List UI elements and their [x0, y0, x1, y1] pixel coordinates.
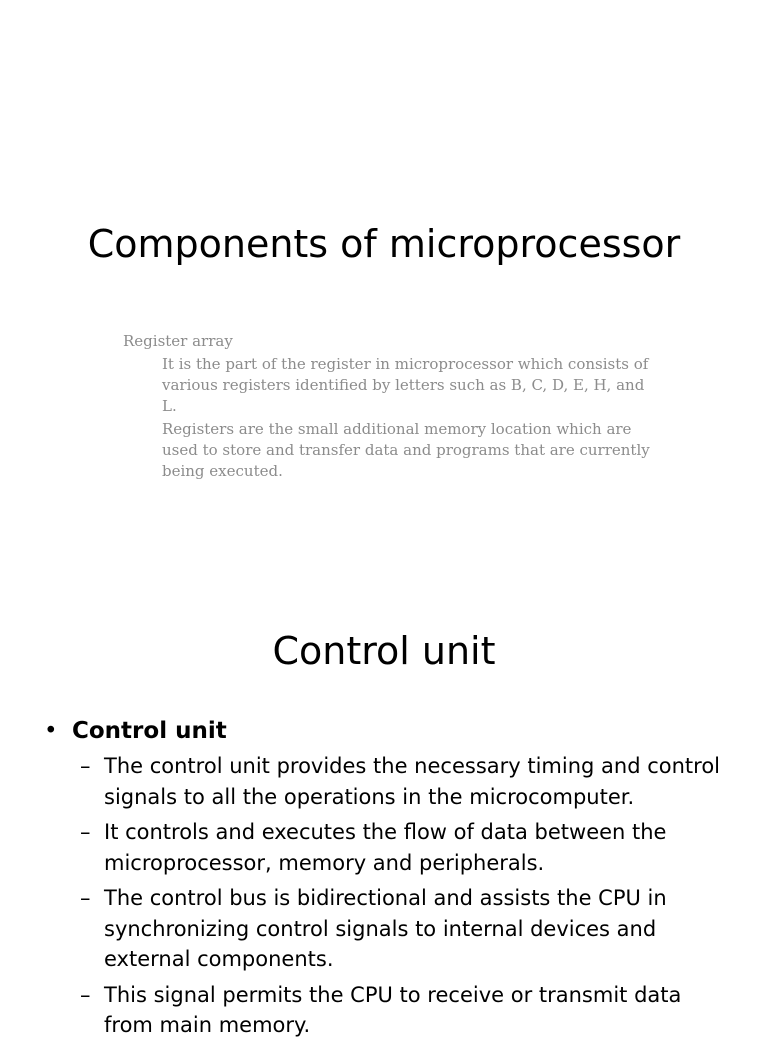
slide-body [123, 331, 683, 484]
slide-title: Components of microprocessor [87, 222, 681, 266]
list-item: It is the part of the register in microprocessor which consists of various registers identified by letters such as B, C, D, E, H, and L. [162, 355, 649, 415]
list-item-text: The control bus is bidirectional and assists the CPU in synchronizing control signals to internal devices and external components. [104, 886, 667, 971]
dash-marker: – [80, 982, 91, 1007]
bullet-item [44, 715, 744, 747]
list-item [80, 980, 744, 1041]
list-item-text: This signal permits the CPU to receive or transmit data from main memory. [104, 982, 682, 1037]
list-item-text: The control unit provides the necessary timing and control signals to all the operations in the microcomputer. [104, 754, 721, 809]
dash-marker: – [80, 754, 91, 778]
section-heading: Register array [123, 332, 233, 350]
bullet-marker: • [44, 718, 58, 744]
slide-title: Control unit [272, 629, 496, 673]
dash-marker: – [80, 886, 91, 910]
bullet-text: Control unit [72, 718, 227, 744]
list-item [80, 751, 744, 812]
list-item [80, 817, 744, 878]
slide-body [44, 715, 744, 1046]
list-item [80, 883, 744, 975]
dash-marker: – [80, 820, 91, 844]
list-item: Registers are the small additional memory location which are used to store and transfer data and programs that are currently being executed. [162, 420, 650, 480]
list-item-text: It controls and executes the flow of data between the microprocessor, memory and peripherals. [104, 820, 667, 875]
